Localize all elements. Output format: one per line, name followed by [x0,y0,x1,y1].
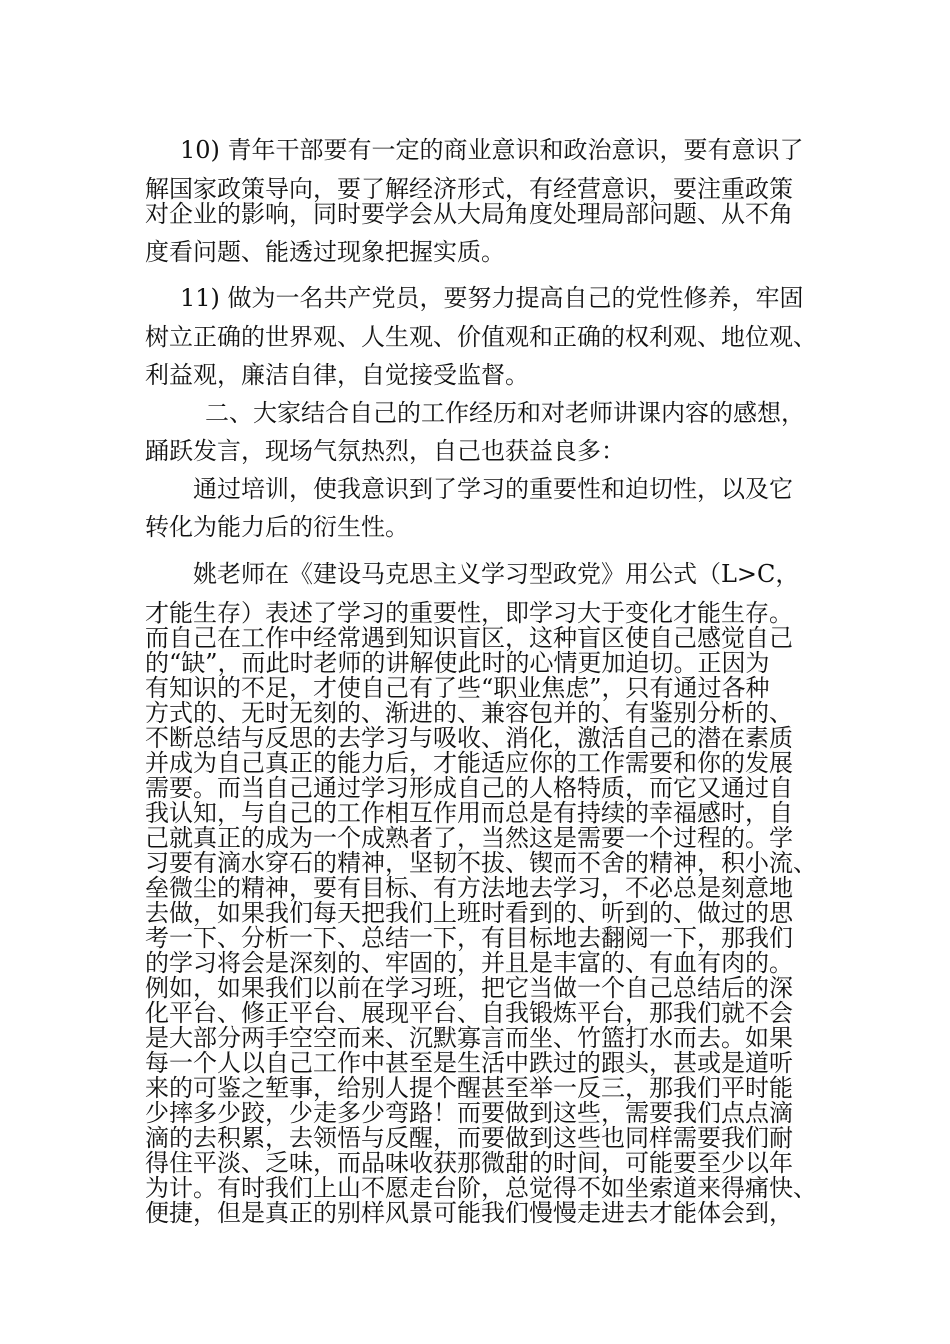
yao-paragraph-line-8: 并成为自己真正的能力后，才能适应你的工作需要和你的发展 [145,749,793,777]
yao-paragraph-line-15: 考一下、分析一下、总结一下，有目标地去翻阅一下，那我们 [145,924,793,952]
paragraph-10-line-2: 解国家政策导向，要了解经济形式，有经营意识，要注重政策 [145,175,793,203]
yao-paragraph-line-4: 的“缺”，而此时老师的讲解使此时的心情更加迫切。正因为 [145,649,770,677]
yao-paragraph-line-6: 方式的、无时无刻的、渐进的、兼容包并的、有鉴别分析的、 [145,699,793,727]
yao-paragraph-line-1: 姚老师在《建设马克思主义学习型政党》用公式（L>C， [193,560,800,588]
yao-paragraph-line-17: 例如，如果我们以前在学习班，把它当做一个自己总结后的深 [145,974,793,1002]
paragraph-11-line-2: 树立正确的世界观、人生观、价值观和正确的权利观、地位观、 [145,323,817,351]
section-two-line-1: 二、大家结合自己的工作经历和对老师讲课内容的感想， [205,399,805,427]
training-paragraph-line-2: 转化为能力后的衍生性。 [145,513,409,541]
yao-paragraph-line-23: 滴的去积累，去领悟与反醒，而要做到这些也同样需要我们耐 [145,1124,793,1152]
yao-paragraph-line-16: 的学习将会是深刻的、牢固的，并且是丰富的、有血有肉的。 [145,949,793,977]
yao-paragraph-line-18: 化平台、修正平台、展现平台、自我锻炼平台，那我们就不会 [145,999,793,1027]
yao-paragraph-line-13: 垒微尘的精神，要有目标、有方法地去学习，不必总是刻意地 [145,874,793,902]
yao-paragraph-line-5: 有知识的不足，才使自己有了些“职业焦虑”，只有通过各种 [145,674,770,702]
yao-paragraph-line-7: 不断总结与反思的去学习与吸收、消化，激活自己的潜在素质 [145,724,793,752]
yao-paragraph-line-19: 是大部分两手空空而来、沉默寡言而坐、竹篮打水而去。如果 [145,1024,793,1052]
yao-paragraph-line-25: 为计。有时我们上山不愿走台阶，总觉得不如坐索道来得痛快、 [145,1174,817,1202]
yao-paragraph-line-26: 便捷，但是真正的别样风景可能我们慢慢走进去才能体会到， [145,1199,793,1227]
paragraph-10-line-1: 10) 青年干部要有一定的商业意识和政治意识，要有意识了 [180,136,804,164]
yao-paragraph-line-12: 习要有滴水穿石的精神，坚韧不拔、锲而不舍的精神，积小流、 [145,849,817,877]
yao-paragraph-line-14: 去做，如果我们每天把我们上班时看到的、听到的、做过的思 [145,899,793,927]
paragraph-10-line-3: 对企业的影响，同时要学会从大局角度处理局部问题、从不角 [145,200,793,228]
paragraph-10-line-4: 度看问题、能透过现象把握实质。 [145,238,505,266]
yao-paragraph-line-10: 我认知，与自己的工作相互作用而总是有持续的幸福感时，自 [145,799,793,827]
section-two-line-2: 踊跃发言，现场气氛热烈，自己也获益良多： [145,437,625,465]
yao-paragraph-line-22: 少摔多少跤，少走多少弯路！而要做到这些，需要我们点点滴 [145,1099,793,1127]
yao-paragraph-line-9: 需要。而当自己通过学习形成自己的人格特质，而它又通过自 [145,774,793,802]
yao-paragraph-line-21: 来的可鉴之堑事，给别人提个醒甚至举一反三，那我们平时能 [145,1074,793,1102]
training-paragraph-line-1: 通过培训，使我意识到了学习的重要性和迫切性，以及它 [193,475,793,503]
yao-paragraph-line-20: 每一个人以自己工作中甚至是生活中跌过的跟头，甚或是道听 [145,1049,793,1077]
yao-paragraph-line-11: 己就真正的成为一个成熟者了，当然这是需要一个过程的。学 [145,824,793,852]
paragraph-11-line-3: 利益观，廉洁自律，自觉接受监督。 [145,361,529,389]
yao-paragraph-line-3: 而自己在工作中经常遇到知识盲区，这种盲区使自己感觉自己 [145,624,793,652]
yao-paragraph-line-24: 得住平淡、乏味，而品味收获那微甜的时间，可能要至少以年 [145,1149,793,1177]
paragraph-11-line-1: 11) 做为一名共产党员，要努力提高自己的党性修养，牢固 [180,284,804,312]
yao-paragraph-line-2: 才能生存）表述了学习的重要性，即学习大于变化才能生存。 [145,599,793,627]
